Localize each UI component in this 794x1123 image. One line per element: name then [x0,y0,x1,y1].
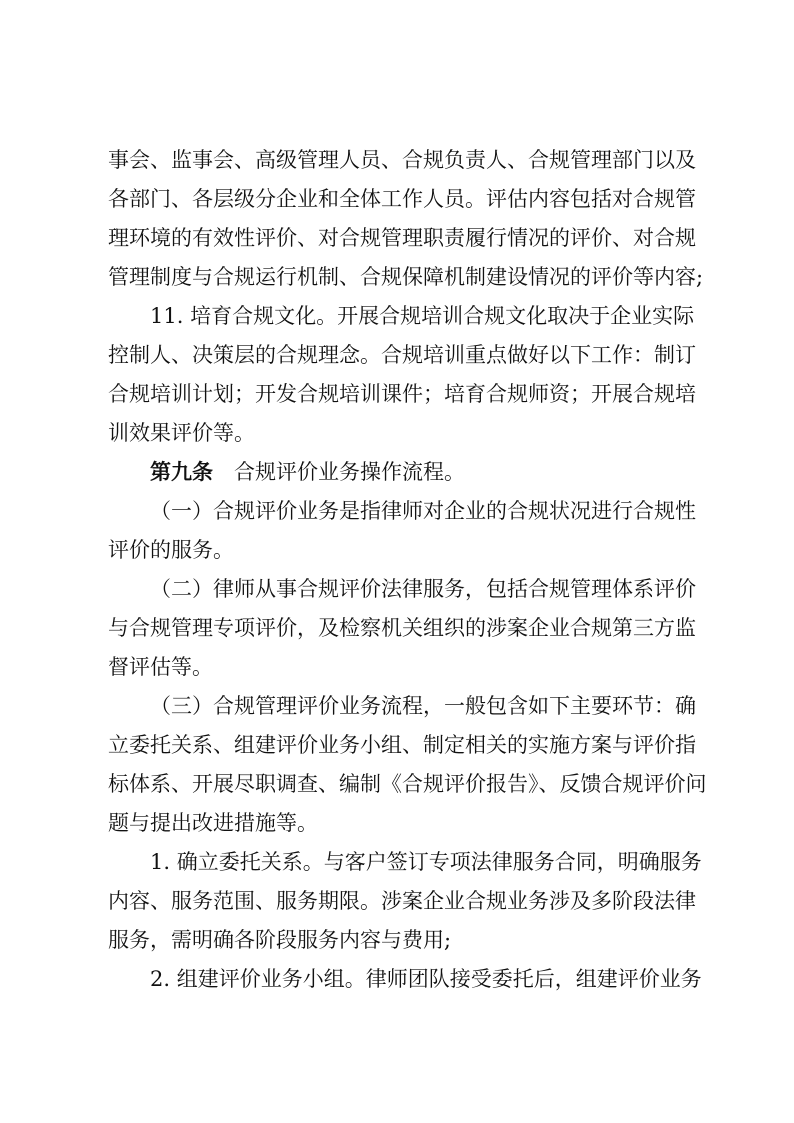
text-line: （二）律师从事合规评价法律服务，包括合规管理体系评价 [150,577,696,601]
text-line: （一）合规评价业务是指律师对企业的合规状况进行合规性 [150,499,696,523]
text-line: 11. 培育合规文化。开展合规培训合规文化取决于企业实际 [150,304,695,328]
text-line: （三）合规管理评价业务流程，一般包含如下主要环节：确 [150,694,696,718]
text-line: 管理制度与合规运行机制、合规保障机制建设情况的评价等内容; [108,265,704,289]
text-line: 理环境的有效性评价、对合规管理职责履行情况的评价、对合规 [108,226,696,250]
text-line: 训效果评价等。 [108,421,255,445]
text-line: 服务，需明确各阶段服务内容与费用; [108,928,452,952]
text-line: 内容、服务范围、服务期限。涉案企业合规业务涉及多阶段法律 [108,889,696,913]
text-line: 1. 确立委托关系。与客户签订专项法律服务合同，明确服务 [150,850,702,874]
article-title: 合规评价业务操作流程。 [234,460,465,484]
text-line: 各部门、各层级分企业和全体工作人员。评估内容包括对合规管 [108,187,696,211]
text-line: 2. 组建评价业务小组。律师团队接受委托后，组建评价业务 [150,967,702,991]
text-line: 与合规管理专项评价，及检察机关组织的涉案企业合规第三方监 [108,616,696,640]
article-heading: 第九条 [150,459,213,484]
text-line: 事会、监事会、高级管理人员、合规负责人、合规管理部门以及 [108,148,696,172]
text-line: 评价的服务。 [108,538,234,562]
article-line [150,457,688,487]
text-line: 督评估等。 [108,655,213,679]
text-line: 标体系、开展尽职调查、编制《合规评价报告》、反馈合规评价问 [108,772,707,796]
text-line: 控制人、决策层的合规理念。合规培训重点做好以下工作：制订 [108,343,696,367]
text-line: 合规培训计划；开发合规培训课件；培育合规师资；开展合规培 [108,382,696,406]
text-line: 题与提出改进措施等。 [108,811,318,835]
text-line: 立委托关系、组建评价业务小组、制定相关的实施方案与评价指 [108,733,696,757]
